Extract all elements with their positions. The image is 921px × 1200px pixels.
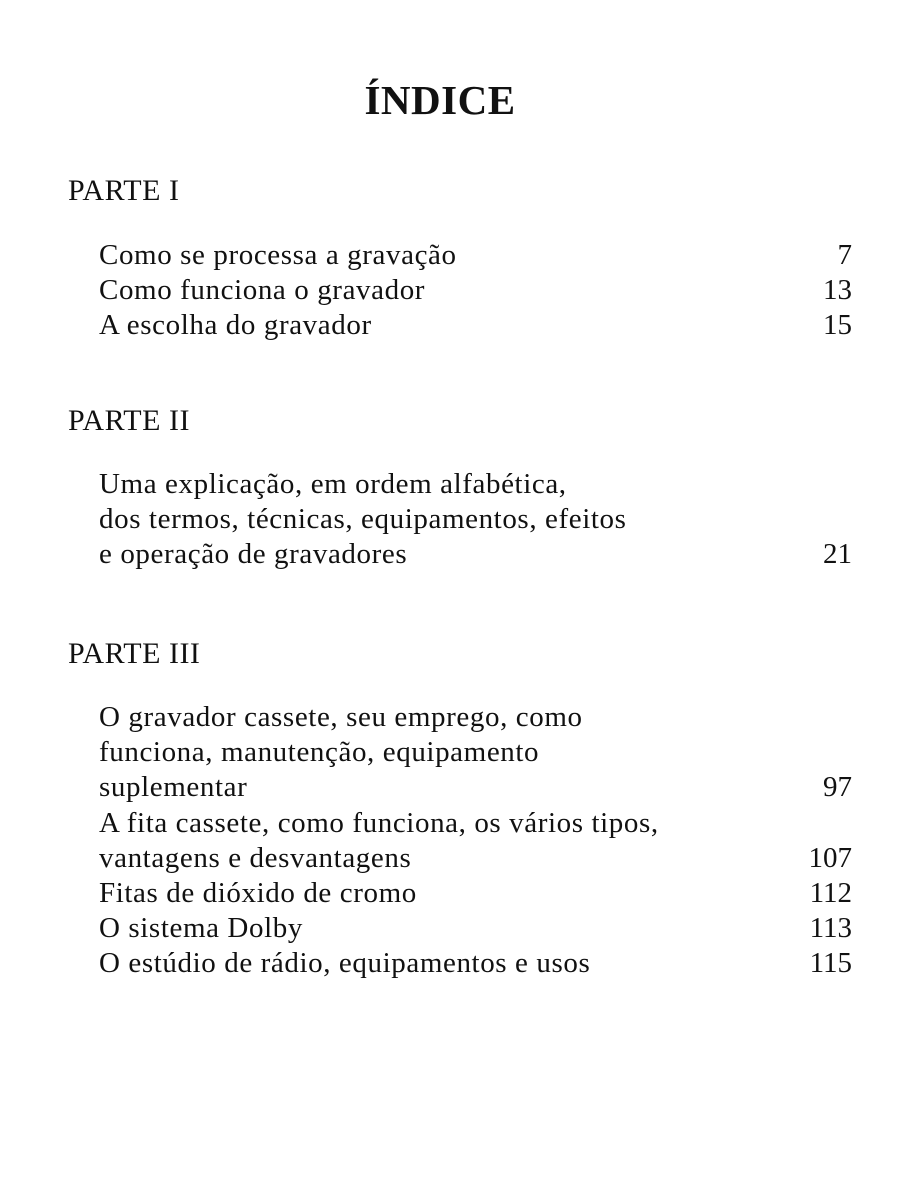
entry-page-number: 115: [809, 947, 852, 979]
entry-text: dos termos, técnicas, equipamentos, efeitos: [99, 503, 627, 535]
entry-text: Uma explicação, em ordem alfabética,: [99, 468, 567, 500]
entry-text: Como funciona o gravador: [99, 274, 426, 306]
part-heading: PARTE II: [68, 404, 190, 437]
entry-page-number: 112: [809, 877, 852, 909]
entry-text: e operação de gravadores: [99, 538, 408, 570]
entry-page-number: 15: [823, 309, 852, 341]
entry-page-number: 97: [823, 771, 852, 803]
entry-page-number: 107: [808, 842, 852, 874]
part-heading: PARTE I: [68, 174, 180, 207]
entry-text: O gravador cassete, seu emprego, como: [99, 701, 583, 733]
entry-text: O estúdio de rádio, equipamentos e usos: [99, 947, 591, 979]
entry-text: A escolha do gravador: [99, 309, 372, 341]
entry-page-number: 13: [823, 274, 852, 306]
entry-text: O sistema Dolby: [99, 912, 303, 944]
entry-text: suplementar: [99, 771, 248, 803]
entry-text: Fitas de dióxido de cromo: [99, 877, 417, 909]
entry-page-number: 7: [837, 239, 852, 271]
part-heading: PARTE III: [68, 637, 201, 670]
entry-text: funciona, manutenção, equipamento: [99, 736, 540, 768]
entry-text: A fita cassete, como funciona, os vários tipos,: [99, 807, 659, 839]
page-title: ÍNDICE: [364, 77, 516, 123]
entry-page-number: 21: [823, 538, 852, 570]
entry-page-number: 113: [809, 912, 852, 944]
entry-text: Como se processa a gravação: [99, 239, 457, 271]
entry-text: vantagens e desvantagens: [99, 842, 412, 874]
